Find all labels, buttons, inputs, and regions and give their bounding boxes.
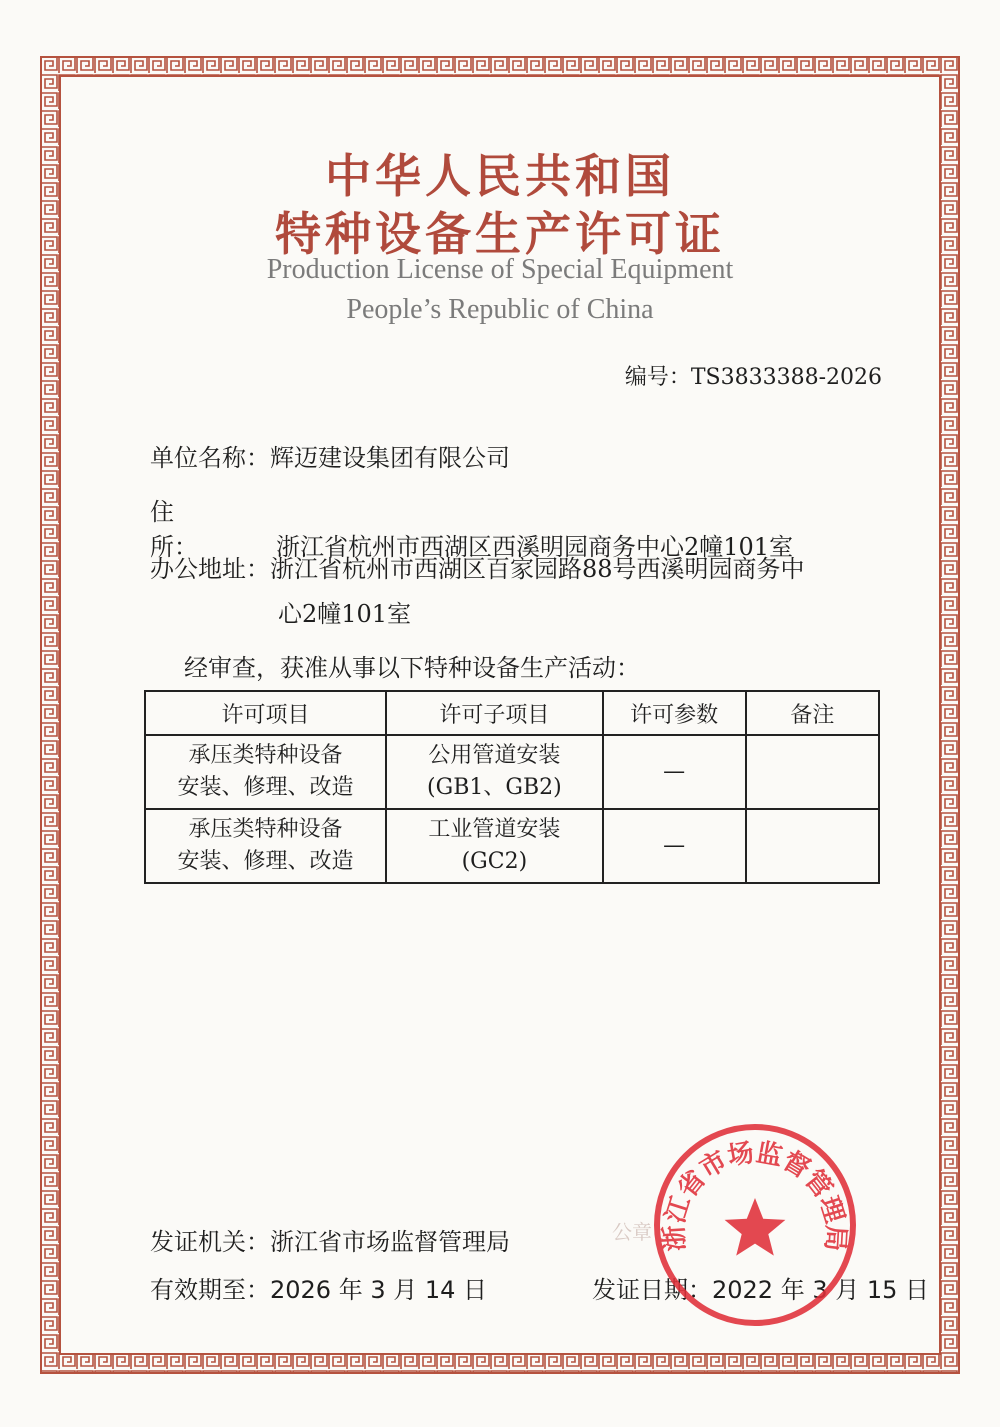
title-english-line1: Production License of Special Equipment (266, 254, 734, 285)
permit-parameter-cell: — (603, 809, 746, 883)
valid-until (150, 1270, 487, 1305)
remarks-cell (746, 809, 879, 883)
table-row (145, 809, 879, 883)
residence-label: 住所： (150, 498, 198, 561)
title-chinese-line2: 特种设备生产许可证 (275, 207, 725, 261)
issue-date-label: 发证日期： (592, 1276, 712, 1304)
office-address-value-line1: 浙江省杭州市西湖区百家园路88号西溪明园商务中 (270, 555, 805, 583)
approval-intro: 经审查，获准从事以下特种设备生产活动： (184, 654, 640, 682)
seal-watermark: 公章 (612, 1220, 652, 1244)
license-number-value: TS3833388-2026 (690, 365, 882, 390)
title-chinese-line1: 中华人民共和国 (325, 149, 675, 203)
office-address-field (150, 544, 880, 594)
header-permit-item: 许可项目 (145, 691, 386, 735)
license-number (625, 360, 882, 391)
table-header-row (145, 691, 879, 735)
issue-date-value: 2022 年 3 月 15 日 (712, 1276, 930, 1304)
valid-until-label: 有效期至： (150, 1276, 270, 1304)
unit-name-field (150, 438, 510, 473)
permit-item-cell: 承压类特种设备 安装、修理、改造 (145, 809, 386, 883)
permit-subitem-cell: 公用管道安装 (GB1、GB2) (386, 735, 603, 809)
permit-subitem-cell: 工业管道安装 (GC2) (386, 809, 603, 883)
remarks-cell (746, 735, 879, 809)
office-address-value-line2: 心2幢101室 (278, 600, 412, 628)
seal-text: 浙江省市场监督管理局 (659, 1137, 851, 1253)
issuing-authority (150, 1222, 510, 1257)
header-remarks: 备注 (746, 691, 879, 735)
header-permit-parameter: 许可参数 (603, 691, 746, 735)
issuing-authority-value: 浙江省市场监督管理局 (270, 1228, 510, 1256)
title-english-line2: People’s Republic of China (346, 294, 654, 325)
seal-star-icon (725, 1198, 786, 1256)
permit-item-cell: 承压类特种设备 安装、修理、改造 (145, 735, 386, 809)
unit-name-value: 辉迈建设集团有限公司 (270, 444, 510, 472)
issuing-authority-label: 发证机关： (150, 1228, 270, 1256)
permit-table (144, 690, 880, 884)
residence-value: 浙江省杭州市西湖区西溪明园商务中心2幢101室 (276, 533, 794, 561)
unit-name-label: 单位名称： (150, 444, 270, 472)
office-address-label: 办公地址： (150, 555, 270, 583)
valid-until-value: 2026 年 3 月 14 日 (270, 1276, 488, 1304)
permit-parameter-cell: — (603, 735, 746, 809)
official-seal (650, 1120, 860, 1330)
table-row (145, 735, 879, 809)
header-permit-subitem: 许可子项目 (386, 691, 603, 735)
license-number-label: 编号： (624, 365, 691, 390)
